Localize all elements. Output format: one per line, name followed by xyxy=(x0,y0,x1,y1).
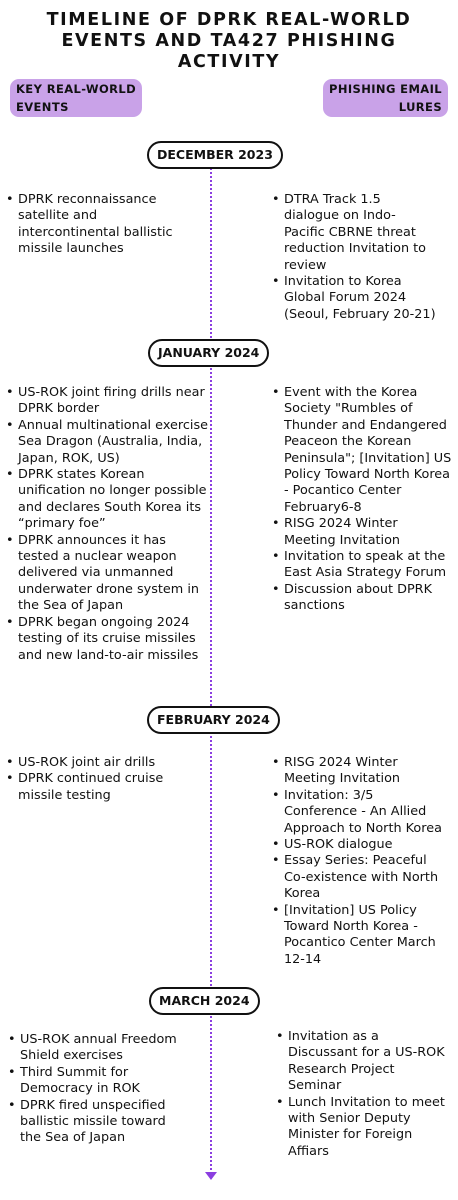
lures-list-december-2023 xyxy=(272,192,436,323)
lure-item: • Lunch Invitation to meet with Senior Deputy Minister for Foreign Affiars xyxy=(276,1095,450,1161)
lure-item: • Discussion about DPRK sanctions xyxy=(272,582,452,615)
events-list-march-2024 xyxy=(8,1032,188,1147)
lure-item: • RISG 2024 Winter Meeting Invitation xyxy=(272,755,444,788)
page-title xyxy=(0,10,458,73)
event-item: • Third Summit for Democracy in ROK xyxy=(8,1065,188,1098)
key-events-header-line-1: KEY REAL-WORLD xyxy=(16,82,137,96)
month-label-february-2024: FEBRUARY 2024 xyxy=(147,706,280,734)
event-item: • US-ROK annual Freedom Shield exercises xyxy=(8,1032,188,1065)
phishing-lures-header-line-2: LURES xyxy=(398,100,442,114)
events-list-january-2024 xyxy=(6,385,208,664)
lure-item: • Invitation to speak at the East Asia Strategy Forum xyxy=(272,549,452,582)
lure-item: • US-ROK dialogue xyxy=(272,837,444,853)
month-label-january-2024: JANUARY 2024 xyxy=(148,339,269,367)
key-events-header-line-2: EVENTS xyxy=(16,100,69,114)
key-events-header xyxy=(10,79,142,117)
lure-item: • Invitation: 3/5 Conference - An Allied Approach to North Korea xyxy=(272,788,444,837)
title-line-2: EVENTS AND TA427 PHISHING xyxy=(61,31,397,51)
lures-list-february-2024 xyxy=(272,755,444,968)
lure-item: • Event with the Korea Society "Rumbles of Thunder and Endangered Peaceon the Korean Peninsula"; [Invitation] US Policy Toward North Korea - Pocantico Center February6-8 xyxy=(272,385,452,516)
event-item: • DPRK continued cruise missile testing xyxy=(6,771,186,804)
phishing-lures-header xyxy=(323,79,448,117)
event-item: • US-ROK joint firing drills near DPRK border xyxy=(6,385,208,418)
title-line-3: ACTIVITY xyxy=(177,52,281,72)
lure-item: • [Invitation] US Policy Toward North Korea - Pocantico Center March 12-14 xyxy=(272,903,444,969)
event-item: • Annual multinational exercise Sea Dragon (Australia, India, Japan, ROK, US) xyxy=(6,418,208,467)
event-item: • DPRK fired unspecified ballistic missile toward the Sea of Japan xyxy=(8,1098,188,1147)
timeline-axis xyxy=(210,168,212,1170)
title-line-1: TIMELINE OF DPRK REAL-WORLD xyxy=(46,10,412,30)
events-list-february-2024 xyxy=(6,755,186,804)
lure-item: • Essay Series: Peaceful Co-existence with North Korea xyxy=(272,853,444,902)
lure-item: • RISG 2024 Winter Meeting Invitation xyxy=(272,516,452,549)
event-item: • DPRK reconnaissance satellite and intercontinental ballistic missile launches xyxy=(6,192,184,258)
lures-list-january-2024 xyxy=(272,385,452,615)
month-label-december-2023: DECEMBER 2023 xyxy=(147,141,283,169)
lure-item: • DTRA Track 1.5 dialogue on Indo-Pacific CBRNE threat reduction Invitation to review xyxy=(272,192,436,274)
lure-item: • Invitation as a Discussant for a US-ROK Research Project Seminar xyxy=(276,1029,450,1095)
event-item: • DPRK announces it has tested a nuclear weapon delivered via unmanned underwater drone system in the Sea of Japan xyxy=(6,533,208,615)
phishing-lures-header-line-1: PHISHING EMAIL xyxy=(329,82,442,96)
month-label-march-2024: MARCH 2024 xyxy=(149,987,260,1015)
lure-item: • Invitation to Korea Global Forum 2024 (Seoul, February 20-21) xyxy=(272,274,436,323)
event-item: • DPRK states Korean unification no longer possible and declares South Korea its “primary foe” xyxy=(6,467,208,533)
timeline-arrowhead xyxy=(205,1172,217,1180)
event-item: • US-ROK joint air drills xyxy=(6,755,186,771)
lures-list-march-2024 xyxy=(276,1029,450,1160)
events-list-december-2023 xyxy=(6,192,184,258)
event-item: • DPRK began ongoing 2024 testing of its cruise missiles and new land-to-air missiles xyxy=(6,615,208,664)
